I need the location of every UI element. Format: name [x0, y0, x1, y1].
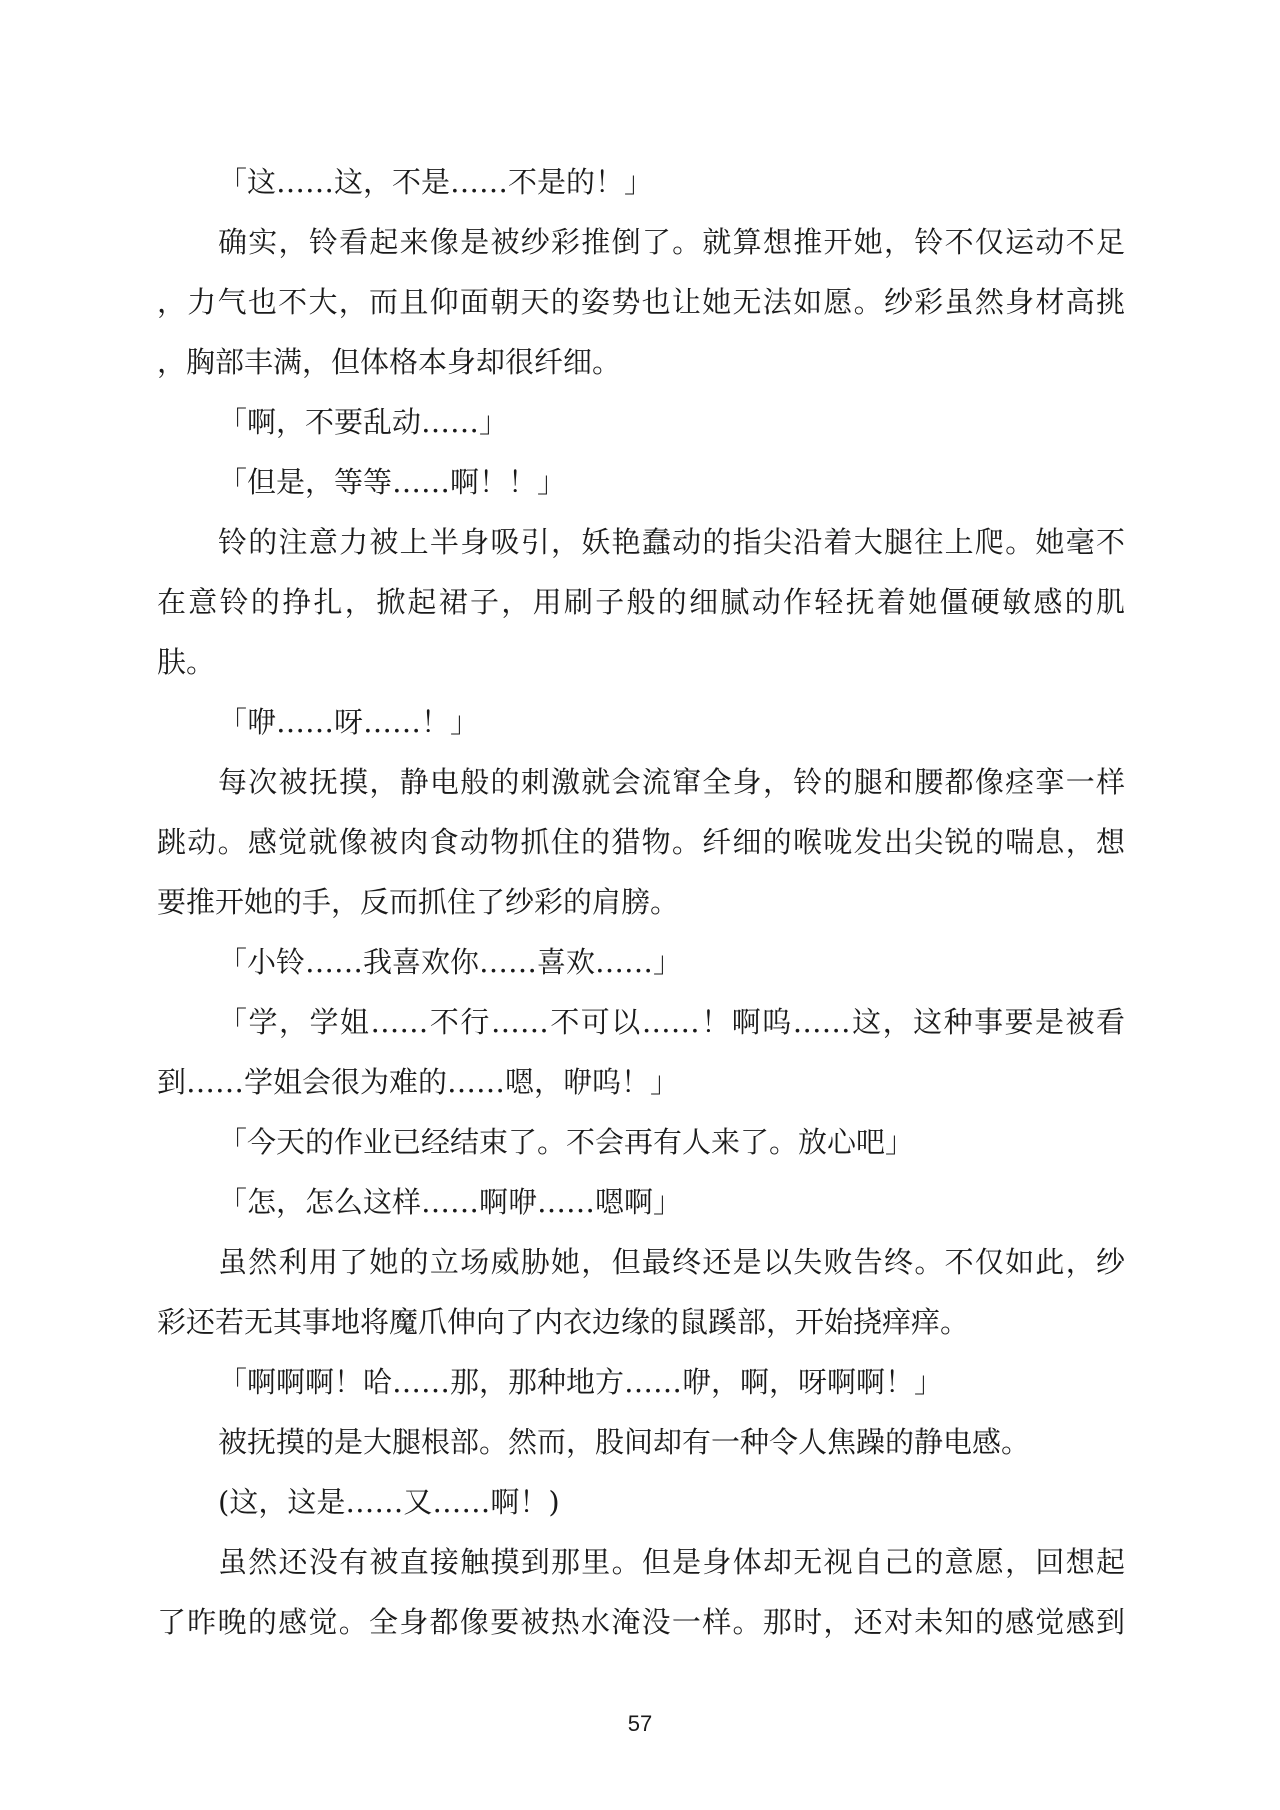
text-line: 「啊，不要乱动……」	[218, 405, 509, 439]
text-line: ，胸部丰满，但体格本身却很纤细。	[157, 345, 622, 379]
text-line: 「啊啊啊！哈……那，那种地方……咿，啊，呀啊啊！」	[218, 1365, 944, 1399]
text-line: 跳动。感觉就像被肉食动物抓住的猎物。纤细的喉咙发出尖锐的喘息，想	[157, 825, 1125, 859]
text-line: 每次被抚摸，静电般的刺激就会流窜全身，铃的腿和腰都像痉挛一样	[218, 765, 1125, 799]
text-line: 在意铃的挣扎，掀起裙子，用刷子般的细腻动作轻抚着她僵硬敏感的肌	[157, 585, 1125, 619]
text-line: 「怎，怎么这样……啊咿……嗯啊」	[218, 1185, 683, 1219]
page-number: 57	[627, 1711, 653, 1736]
text-line: 「这……这，不是……不是的！」	[218, 165, 654, 199]
text-line: (这，这是……又……啊！)	[218, 1485, 560, 1519]
text-line: 了昨晚的感觉。全身都像要被热水淹没一样。那时，还对未知的感觉感到	[157, 1605, 1125, 1639]
text-line: 「学，学姐……不行……不可以……！啊呜……这，这种事要是被看	[218, 1005, 1125, 1039]
text-line: 肤。	[157, 645, 216, 679]
text-line: 彩还若无其事地将魔爪伸向了内衣边缘的鼠蹊部，开始挠痒痒。	[157, 1305, 970, 1339]
text-line: 「小铃……我喜欢你……喜欢……」	[218, 945, 683, 979]
text-line: 「今天的作业已经结束了。不会再有人来了。放心吧」	[218, 1125, 915, 1159]
text-line: 要推开她的手，反而抓住了纱彩的肩膀。	[157, 885, 680, 919]
text-line: 虽然利用了她的立场威胁她，但最终还是以失败告终。不仅如此，纱	[218, 1245, 1125, 1279]
text-line: 虽然还没有被直接触摸到那里。但是身体却无视自己的意愿，回想起	[218, 1545, 1125, 1579]
text-line: ，力气也不大，而且仰面朝天的姿势也让她无法如愿。纱彩虽然身材高挑	[157, 285, 1125, 319]
text-line: 「咿……呀……！」	[218, 705, 480, 739]
text-line: 「但是，等等……啊！！」	[218, 465, 567, 499]
body-text	[157, 152, 1125, 1652]
text-line: 铃的注意力被上半身吸引，妖艳蠢动的指尖沿着大腿往上爬。她毫不	[218, 525, 1125, 559]
text-line: 到……学姐会很为难的……嗯，咿呜！」	[157, 1065, 680, 1099]
text-line: 被抚摸的是大腿根部。然而，股间却有一种令人焦躁的静电感。	[218, 1425, 1031, 1459]
text-line: 确实，铃看起来像是被纱彩推倒了。就算想推开她，铃不仅运动不足	[218, 225, 1125, 259]
